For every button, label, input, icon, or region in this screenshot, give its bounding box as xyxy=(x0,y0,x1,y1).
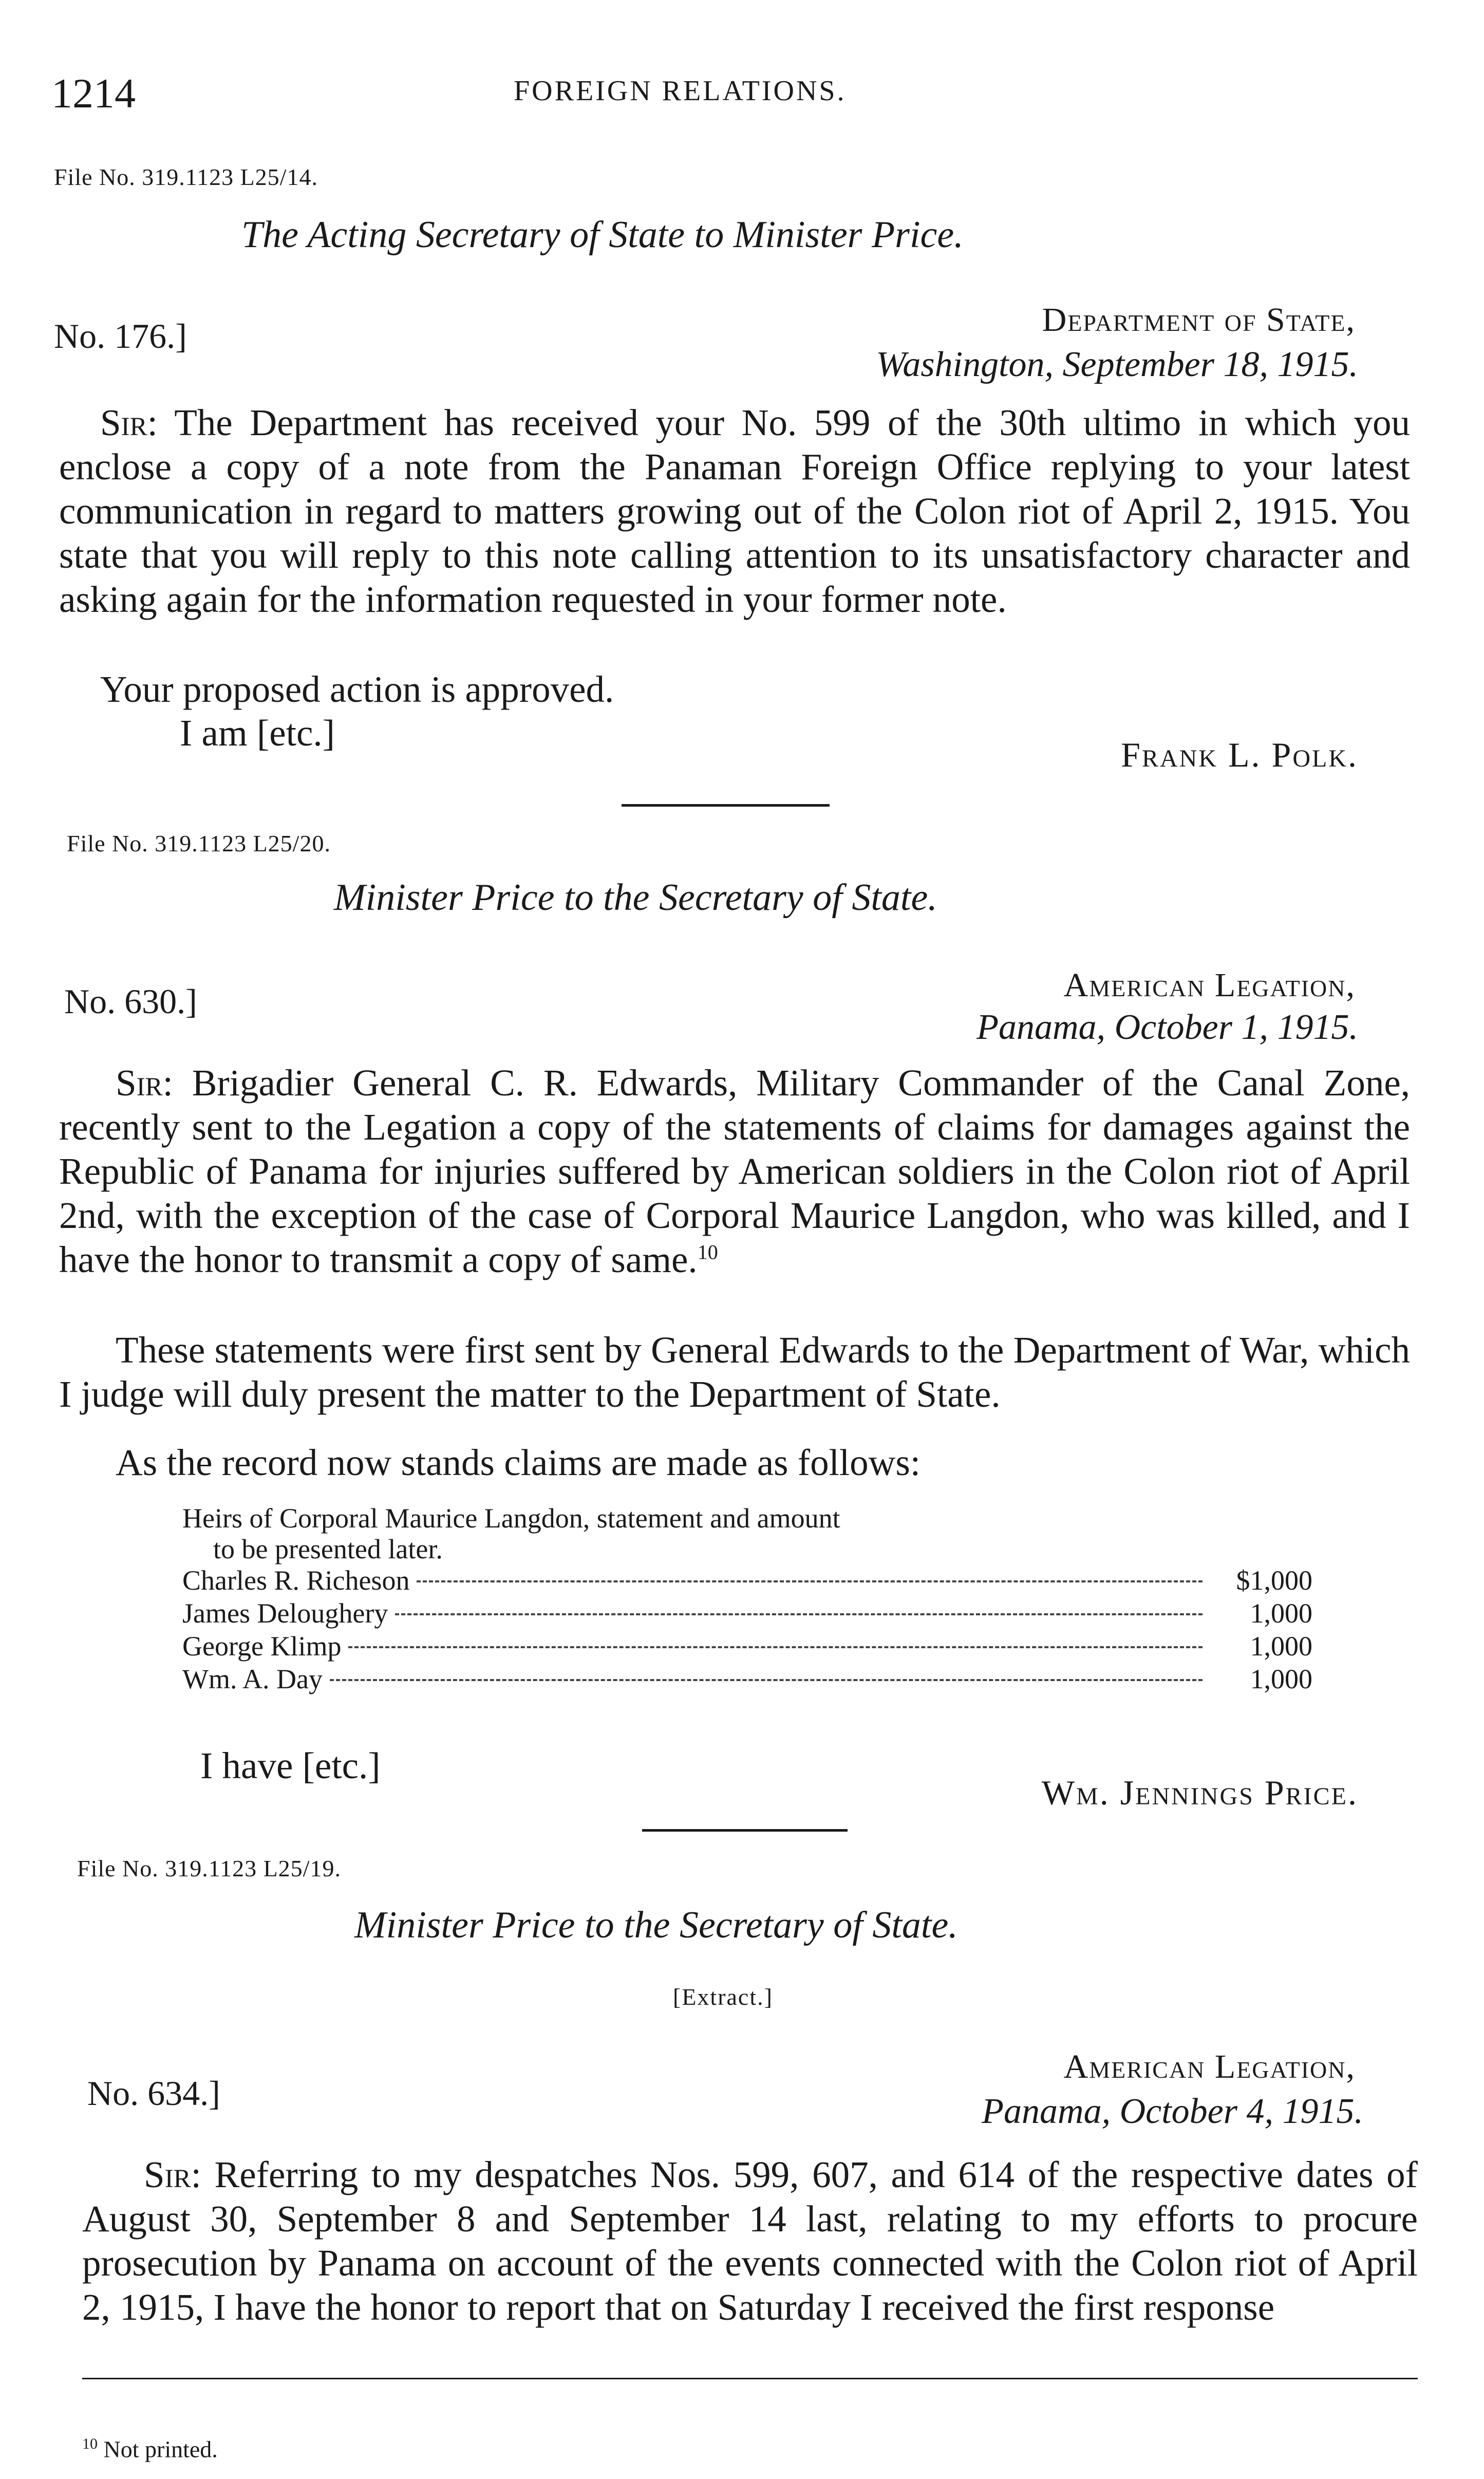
claim-row xyxy=(182,1663,1312,1696)
sender-office: Department of State, xyxy=(1042,301,1356,339)
section-divider xyxy=(622,804,830,807)
body-text: Referring to my despatches Nos. 599, 607, and 614 of the respective dates of August 30, September 8 and September 14 last, relating to my efforts to procure prosecution by Panama on account of the events connected with the Colon riot of April 2, 1915, I have the honor to report that on Saturday I received the first response xyxy=(82,2154,1418,2328)
running-title: FOREIGN RELATIONS. xyxy=(514,75,847,107)
salutation: Sir: xyxy=(116,1062,173,1104)
dot-leader xyxy=(348,1646,1203,1648)
approval-line: Your proposed action is approved. xyxy=(100,668,614,710)
letter-body xyxy=(59,1061,1410,1282)
dot-leader xyxy=(395,1613,1203,1615)
page-number: 1214 xyxy=(51,70,136,117)
claim-amount: $1,000 xyxy=(1236,1565,1312,1596)
claim-row xyxy=(182,1564,1312,1597)
closing-line: I have [etc.] xyxy=(200,1745,381,1786)
claims-table xyxy=(182,1503,1312,1696)
claimant-name: Charles R. Richeson xyxy=(182,1565,410,1596)
sender-office: American Legation, xyxy=(1063,966,1356,1004)
letter-body-continued: These statements were first sent by General Edwards to the Department of War, which I judge will duly present the matter to the Department of State. xyxy=(59,1329,1410,1415)
footnote-reference: 10 xyxy=(697,1240,718,1264)
despatch-number: No. 630.] xyxy=(64,982,197,1021)
section-divider xyxy=(642,1829,848,1832)
letter-heading: Minister Price to the Secretary of State. xyxy=(334,877,937,919)
footnote xyxy=(82,2435,218,2463)
signature: Frank L. Polk. xyxy=(1121,735,1358,774)
claims-note: to be presented later. xyxy=(213,1534,443,1564)
claim-amount: 1,000 xyxy=(1250,1631,1312,1662)
file-number: File No. 319.1123 L25/14. xyxy=(54,164,318,190)
despatch-number: No. 634.] xyxy=(87,2074,220,2113)
claims-intro: As the record now stands claims are made as follows: xyxy=(116,1442,921,1483)
claimant-name: James Deloughery xyxy=(182,1598,388,1629)
letter-body xyxy=(82,2153,1418,2329)
salutation: Sir: xyxy=(100,402,158,443)
file-number: File No. 319.1123 L25/19. xyxy=(77,1855,341,1881)
despatch-number: No. 176.] xyxy=(54,316,187,356)
file-number: File No. 319.1123 L25/20. xyxy=(67,830,331,856)
footnote-rule xyxy=(82,2378,1418,2379)
letter-heading: Minister Price to the Secretary of State. xyxy=(354,1904,958,1946)
letter-body xyxy=(59,401,1410,622)
footnote-marker: 10 xyxy=(82,2435,98,2452)
letter-date: Panama, October 4, 1915. xyxy=(982,2092,1363,2131)
dot-leader xyxy=(330,1679,1203,1681)
letter-date: Panama, October 1, 1915. xyxy=(976,1008,1358,1047)
claim-amount: 1,000 xyxy=(1250,1664,1312,1694)
letter-date: Washington, September 18, 1915. xyxy=(876,345,1358,384)
sender-office: American Legation, xyxy=(1063,2048,1356,2085)
claim-row xyxy=(182,1630,1312,1663)
dot-leader xyxy=(417,1580,1203,1582)
extract-label: [Extract.] xyxy=(673,1984,773,2010)
claim-amount: 1,000 xyxy=(1250,1598,1312,1629)
closing-line: I am [etc.] xyxy=(180,712,335,754)
claimant-name: Wm. A. Day xyxy=(182,1664,323,1694)
claim-row xyxy=(182,1597,1312,1630)
footnote-text: Not printed. xyxy=(103,2436,218,2463)
salutation: Sir: xyxy=(144,2154,201,2195)
signature: Wm. Jennings Price. xyxy=(1041,1773,1358,1812)
letter-heading: The Acting Secretary of State to Minister Price. xyxy=(241,214,964,256)
body-text: Brigadier General C. R. Edwards, Military Commander of the Canal Zone, recently sent to the Legation a copy of the statements of claims for damages against the Republic of Panama for injuries suffered by American soldiers in the Colon riot of April 2nd, with the exception of the case of Corporal Maurice Langdon, who was killed, and I have the honor to transmit a copy of same. xyxy=(59,1062,1410,1280)
claimant-name: George Klimp xyxy=(182,1631,342,1662)
claims-note: Heirs of Corporal Maurice Langdon, statement and amount xyxy=(182,1503,840,1534)
body-text: The Department has received your No. 599 of the 30th ultimo in which you enclose a copy of a note from the Panaman Foreign Office replying to your latest communication in regard to matters growing out of the Colon riot of April 2, 1915. You state that you will reply to this note calling attention to its unsatisfactory character and asking again for the information requested in your former note. xyxy=(59,402,1410,620)
